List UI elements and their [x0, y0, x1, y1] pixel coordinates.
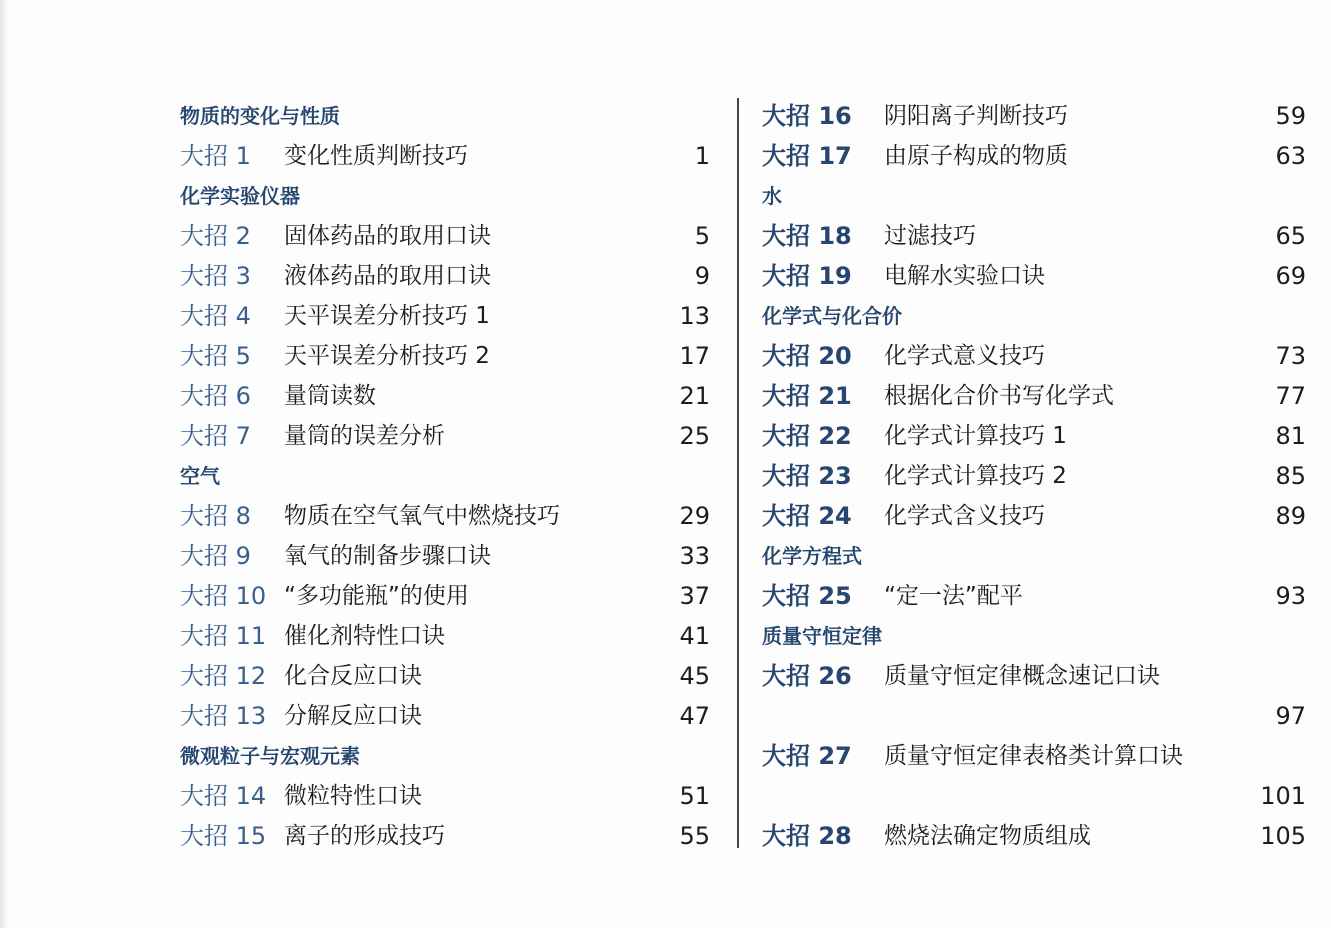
toc-entry[interactable] [180, 496, 710, 536]
entry-title: 量筒的误差分析 [284, 423, 445, 449]
entry-page-number: 33 [679, 542, 710, 570]
entry-page-number: 81 [1275, 422, 1306, 450]
entry-number: 大招 11 [180, 622, 267, 650]
entry-page-number: 51 [679, 782, 710, 810]
entry-title: 化学式含义技巧 [884, 503, 1045, 529]
entry-title: 变化性质判断技巧 [284, 143, 468, 169]
entry-page-number: 77 [1275, 382, 1306, 410]
entry-title: 阴阳离子判断技巧 [884, 103, 1068, 129]
entry-page-number: 25 [679, 422, 710, 450]
toc-entry[interactable] [762, 576, 1306, 616]
entry-page-number: 63 [1275, 142, 1306, 170]
dot-leader [502, 336, 667, 376]
entry-number: 大招 2 [180, 222, 251, 250]
section-heading: 空气 [180, 464, 220, 488]
dot-leader [503, 256, 683, 296]
entry-number: 大招 3 [180, 262, 251, 290]
toc-entry[interactable] [180, 576, 710, 616]
entry-title: 分解反应口诀 [284, 703, 422, 729]
section-row [762, 296, 1306, 336]
section-heading: 物质的变化与性质 [180, 104, 340, 128]
entry-number: 大招 12 [180, 662, 267, 690]
entry-title: 化合反应口诀 [284, 663, 422, 689]
section-heading: 水 [762, 184, 782, 208]
toc-right-column [762, 96, 1306, 856]
toc-entry[interactable] [762, 456, 1306, 496]
entry-page-number: 1 [694, 142, 710, 170]
dot-leader [503, 536, 667, 576]
entry-page-number: 105 [1260, 822, 1306, 850]
section-row [180, 96, 710, 136]
entry-page-number: 21 [679, 382, 710, 410]
dot-leader [1079, 416, 1263, 456]
section-row [762, 536, 1306, 576]
entry-title: 根据化合价书写化学式 [884, 383, 1114, 409]
dot-leader [457, 616, 667, 656]
entry-number: 大招 25 [762, 582, 852, 610]
entry-title: 量筒读数 [284, 383, 376, 409]
toc-entry-continuation [762, 776, 1306, 816]
section-row [180, 456, 710, 496]
entry-number: 大招 28 [762, 822, 852, 850]
entry-title: 燃烧法确定物质组成 [884, 823, 1091, 849]
section-heading: 微观粒子与宏观元素 [180, 744, 360, 768]
entry-page-number: 85 [1275, 462, 1306, 490]
toc-entry[interactable] [762, 136, 1306, 176]
entry-number: 大招 5 [180, 342, 251, 370]
section-heading: 化学式与化合价 [762, 304, 902, 328]
toc-entry[interactable] [762, 496, 1306, 536]
entry-page-number: 59 [1275, 102, 1306, 130]
toc-entry[interactable] [180, 656, 710, 696]
section-row [180, 736, 710, 776]
entry-title: 离子的形成技巧 [284, 823, 445, 849]
entry-page-number: 47 [679, 702, 710, 730]
entry-title: 电解水实验口诀 [884, 263, 1045, 289]
dot-leader [1126, 376, 1263, 416]
dot-leader [1079, 456, 1263, 496]
dot-leader [1057, 496, 1263, 536]
entry-number: 大招 4 [180, 302, 251, 330]
dot-leader [1057, 256, 1263, 296]
entry-page-number: 93 [1275, 582, 1306, 610]
entry-title: “定一法”配平 [884, 583, 1023, 609]
entry-number: 大招 22 [762, 422, 852, 450]
entry-number: 大招 26 [762, 662, 852, 690]
entry-title: 天平误差分析技巧 2 [284, 343, 490, 369]
entry-title: 质量守恒定律表格类计算口诀 [884, 743, 1183, 769]
entry-title: 质量守恒定律概念速记口诀 [884, 663, 1160, 689]
dot-leader [388, 376, 667, 416]
entry-page-number: 45 [679, 662, 710, 690]
dot-leader [572, 496, 667, 536]
toc-left-column [180, 96, 710, 856]
toc-entry-continuation [762, 696, 1306, 736]
toc-entry[interactable] [180, 376, 710, 416]
entry-page-number: 5 [694, 222, 710, 250]
entry-page-number: 29 [679, 502, 710, 530]
dot-leader [457, 416, 667, 456]
entry-page-number: 101 [1260, 782, 1306, 810]
entry-page-number: 73 [1275, 342, 1306, 370]
dot-leader [434, 696, 667, 736]
entry-number: 大招 10 [180, 582, 267, 610]
entry-number: 大招 7 [180, 422, 251, 450]
entry-number: 大招 21 [762, 382, 852, 410]
toc-entry[interactable] [180, 136, 710, 176]
toc-entry[interactable] [762, 736, 1306, 776]
toc-entry[interactable] [180, 416, 710, 456]
toc-entry[interactable] [762, 816, 1306, 856]
section-row [762, 616, 1306, 656]
entry-title: “多功能瓶”的使用 [284, 583, 469, 609]
entry-number: 大招 17 [762, 142, 852, 170]
dot-leader [503, 216, 683, 256]
dot-leader [1080, 136, 1263, 176]
entry-number: 大招 19 [762, 262, 852, 290]
dot-leader [481, 576, 667, 616]
toc-entry[interactable] [180, 256, 710, 296]
entry-page-number: 89 [1275, 502, 1306, 530]
entry-number: 大招 1 [180, 142, 251, 170]
section-heading: 质量守恒定律 [762, 624, 882, 648]
dot-leader [1080, 96, 1263, 136]
entry-title: 微粒特性口诀 [284, 783, 422, 809]
entry-page-number: 65 [1275, 222, 1306, 250]
toc-entry[interactable] [180, 336, 710, 376]
dot-leader [434, 656, 667, 696]
dot-leader [902, 776, 1248, 816]
entry-title: 天平误差分析技巧 1 [284, 303, 490, 329]
toc-entry[interactable] [762, 336, 1306, 376]
toc-entry[interactable] [180, 216, 710, 256]
entry-number: 大招 18 [762, 222, 852, 250]
toc-entry[interactable] [180, 696, 710, 736]
toc-entry[interactable] [762, 656, 1306, 696]
entry-page-number: 17 [679, 342, 710, 370]
toc-entry[interactable] [180, 296, 710, 336]
dot-leader [1103, 816, 1248, 856]
entry-title: 化学式计算技巧 2 [884, 463, 1067, 489]
dot-leader [902, 696, 1263, 736]
entry-title: 过滤技巧 [884, 223, 976, 249]
section-row [762, 176, 1306, 216]
section-row [180, 176, 710, 216]
entry-title: 化学式计算技巧 1 [884, 423, 1067, 449]
toc-entry[interactable] [180, 816, 710, 856]
entry-number: 大招 16 [762, 102, 852, 130]
entry-page-number: 37 [679, 582, 710, 610]
section-heading: 化学方程式 [762, 544, 862, 568]
entry-title: 固体药品的取用口诀 [284, 223, 491, 249]
entry-page-number: 55 [679, 822, 710, 850]
entry-page-number: 13 [679, 302, 710, 330]
dot-leader [457, 816, 667, 856]
entry-page-number: 97 [1275, 702, 1306, 730]
toc-entry[interactable] [762, 256, 1306, 296]
toc-entry[interactable] [180, 616, 710, 656]
section-heading: 化学实验仪器 [180, 184, 300, 208]
toc-entry[interactable] [762, 216, 1306, 256]
dot-leader [988, 216, 1263, 256]
entry-page-number: 41 [679, 622, 710, 650]
entry-number: 大招 27 [762, 742, 852, 770]
dot-leader [1057, 336, 1263, 376]
toc-entry[interactable] [180, 776, 710, 816]
toc-entry[interactable] [762, 96, 1306, 136]
entry-title: 物质在空气氧气中燃烧技巧 [284, 503, 560, 529]
column-divider [737, 98, 739, 848]
entry-number: 大招 9 [180, 542, 251, 570]
toc-entry[interactable] [762, 416, 1306, 456]
entry-title: 由原子构成的物质 [884, 143, 1068, 169]
entry-page-number: 9 [694, 262, 710, 290]
entry-number: 大招 24 [762, 502, 852, 530]
entry-title: 催化剂特性口诀 [284, 623, 445, 649]
entry-title: 氧气的制备步骤口诀 [284, 543, 491, 569]
dot-leader [502, 296, 667, 336]
dot-leader [480, 136, 683, 176]
dot-leader [1035, 576, 1263, 616]
entry-title: 化学式意义技巧 [884, 343, 1045, 369]
entry-title: 液体药品的取用口诀 [284, 263, 491, 289]
entry-page-number: 69 [1275, 262, 1306, 290]
entry-number: 大招 6 [180, 382, 251, 410]
entry-number: 大招 15 [180, 822, 267, 850]
dot-leader [434, 776, 667, 816]
toc-entry[interactable] [762, 376, 1306, 416]
entry-number: 大招 20 [762, 342, 852, 370]
entry-number: 大招 23 [762, 462, 852, 490]
entry-number: 大招 13 [180, 702, 267, 730]
entry-number: 大招 14 [180, 782, 267, 810]
toc-entry[interactable] [180, 536, 710, 576]
entry-number: 大招 8 [180, 502, 251, 530]
